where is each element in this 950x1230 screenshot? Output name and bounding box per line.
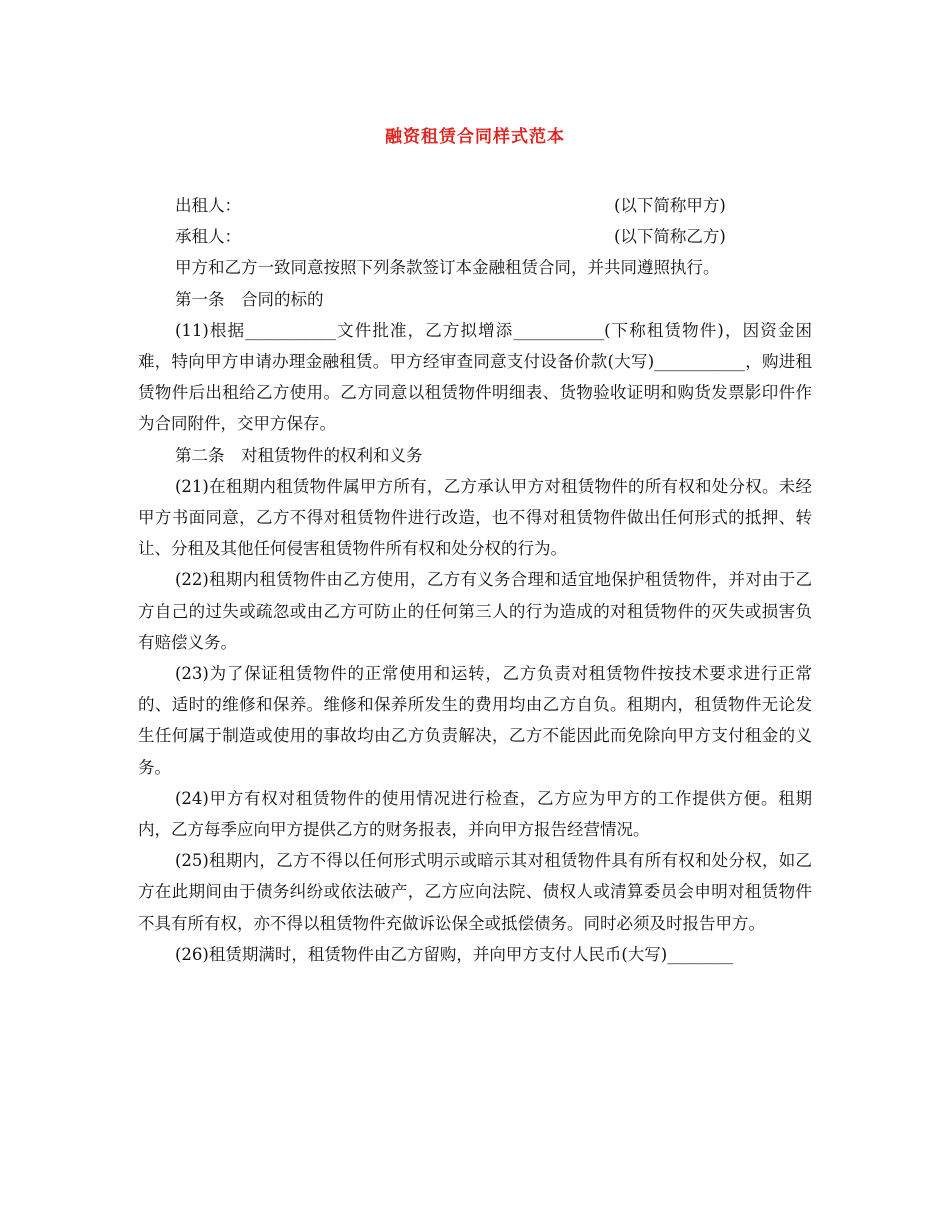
- document-title: 融资租赁合同样式范本: [385, 127, 565, 147]
- intro-paragraph: 甲方和乙方一致同意按照下列条款签订本金融租赁合同，并共同遵照执行。: [175, 258, 720, 278]
- lessor-suffix: (以下简称甲方): [614, 196, 726, 215]
- article-2-heading: 第二条 对租赁物件的权利和义务: [175, 445, 423, 465]
- document-body: [138, 190, 812, 970]
- lessee-label: 承租人：: [175, 227, 241, 247]
- clause-26: (26)租赁期满时，租赁物件由乙方留购，并向甲方支付人民币(大写)________: [175, 944, 734, 964]
- clause-11: (11)根据___________文件批准，乙方拟增添___________(下称租赁物件)，因资金困难，特向甲方申请办理金融租赁。甲方经审查同意支付设备价款(大写)___________，购进租赁物件后出租给乙方使用。乙方同意以租赁物件明细表、货物验收证明和购货发票影印件作为合同附件，交甲方保存。: [138, 320, 812, 434]
- clause-21: (21)在租期内租赁物件属甲方所有，乙方承认甲方对租赁物件的所有权和处分权。未经甲方书面同意，乙方不得对租赁物件进行改造，也不得对租赁物件做出任何形式的抵押、转让、分租及其他任何侵害租赁物件所有权和处分权的行为。: [138, 476, 812, 559]
- clause-25: (25)租期内，乙方不得以任何形式明示或暗示其对租赁物件具有所有权和处分权，如乙方在此期间由于债务纠纷或依法破产，乙方应向法院、债权人或清算委员会申明对租赁物件不具有所有权，亦不得以租赁物件充做诉讼保全或抵偿债务。同时必须及时报告甲方。: [138, 851, 812, 933]
- clause-23: (23)为了保证租赁物件的正常使用和运转，乙方负责对租赁物件按技术要求进行正常的、适时的维修和保养。维修和保养所发生的费用均由乙方自负。租期内，租赁物件无论发生任何属于制造或使用的事故均由乙方负责解决，乙方不能因此而免除向甲方支付租金的义务。: [138, 664, 812, 777]
- article-1-heading: 第一条 合同的标的: [175, 289, 324, 309]
- lessor-line: [138, 190, 812, 221]
- clause-24: (24)甲方有权对租赁物件的使用情况进行检查，乙方应为甲方的工作提供方便。租期内，乙方每季应向甲方提供乙方的财务报表，并向甲方报告经营情况。: [138, 788, 812, 840]
- lessee-suffix: (以下简称乙方): [614, 227, 726, 247]
- lessee-line: [138, 221, 812, 252]
- lessor-label: 出租人：: [175, 196, 241, 215]
- clause-22: (22)租期内租赁物件由乙方使用，乙方有义务合理和适宜地保护租赁物件，并对由于乙方自己的过失或疏忽或由乙方可防止的任何第三人的行为造成的对租赁物件的灭失或损害负有赔偿义务。: [138, 570, 812, 652]
